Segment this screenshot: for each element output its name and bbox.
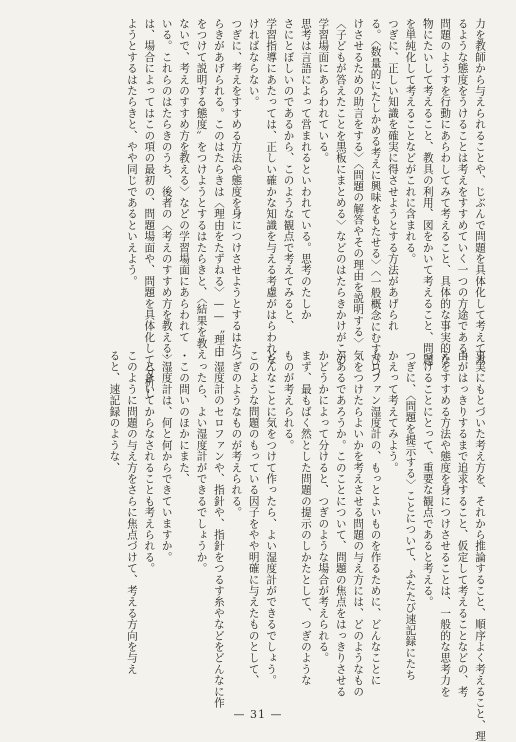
text-line: さにとぼしいのであるから、このような観点で考えてみると、 [282,18,295,332]
text-line: ・湿度計のセロファンや、指針や、指針をつるす糸やなどをどんなに作 [212,350,225,709]
text-line: えをすすめる方法や態度を身につけさせることは、一般的な思考力を [439,350,452,698]
text-line: ・湿度計は、何と何からできていますか。 [160,350,173,563]
text-line: を単純化して考えることなどがこれに含まれる。 [404,18,417,265]
text-line: 由がはっきりするまで追求すること、仮定して考えることなどの、考 [456,350,469,698]
text-line: ・この問いのほかにまた、 [178,350,191,485]
text-line: かどうかによって分けると、つぎのような場合が考えられる。 [317,350,330,664]
text-line: ようとするはたらきと、やや同じであるといえよう。 [125,18,138,287]
text-line: らきがあげられる。このはたらきは〈理由をたずねる〉——〝理由 [212,18,225,357]
text-line: は、場合によってはこの項の最初の、問題場面や、問題を具体化して分析し [143,18,156,399]
text-line: ときいてからなされることも考えられる。 [143,350,156,574]
text-line: ると、速記録のような、 [108,350,121,474]
text-line: 〈子どもが答えたことを黒板にまとめる〉などのはたらきかけがこの [334,18,347,366]
text-line: をつけて説明する態度〟をつけようとするはたらきと、〈結果を教え [195,18,208,360]
text-line: つぎのようなものが考えられる。 [230,350,243,518]
text-line: 問題のようすを行動にあらわしてみて考えること、具体的な事実的な [439,18,452,366]
text-line: つぎに、正しい知識を確実に得させようとする方法があげられ [386,18,399,332]
text-line: 学習場面にあらわれている。 [317,18,330,164]
text-line: る。〈数量的にたしかめる考えに興味をもたせる〉〈一般概念にむすびつ [369,18,382,377]
text-line: このような問題のもっている因子をやや明確に与えたものとして、 [247,350,260,686]
text-line: 力を教師から与えられることや、じぶんで問題を具体化して考えてみ [474,18,486,366]
text-line: つぎに、〈問題を提示する〉ことについて、ふたたび速記録にたち [404,350,417,681]
text-line: ければならない。 [247,18,260,108]
text-line: ないで、考えのすすめ方を教える〉などの学習場面にあらわれて [178,18,191,343]
text-line: まず、最もばく然とした問題の提示のしかたとして、つぎのような [299,350,312,686]
text-line: るような態度をうけることは考えをすすめていく一つの方途である。 [456,18,469,366]
text-line: どんなことに気をつけて作ったら、よい湿度計ができるでしょう。 [265,350,278,686]
text-line: 学習指導にあたっては、正しい確かな知識を与える考慮がはらわれな [265,18,278,366]
text-line: つぎに、考えをすすめる方法や態度を身につけさせようとするはた [230,18,243,354]
text-line: 事実にもとづいた考え方を、それから推論すること、順序よく考えること、理 [474,350,486,742]
text-line: 気をつけたらよいかを考えさせる問題の与え方には、どのようなもの [352,350,365,698]
text-line: ったら、よい湿度計ができるでしょうか。 [195,350,208,574]
text-line: けさせるための助言をする〉〈問題の解答やその理由を説明する〉 [352,18,365,349]
text-line: セロファン湿度計の、もっとよいものを作るために、どんなことに [369,350,382,686]
text-line: このように問題の与え方をさらに焦点づけて、考える方向を与え [125,350,138,675]
text-line: かえって考えてみよう。 [386,350,399,474]
text-line: 物にたいして考えること、教具の利用、図をかいて考えること、問題 [421,18,434,366]
top-text-section [122,18,488,399]
text-line: いる。これらのはたらきのうち、後者の〈考えのすすめ方を教える〉 [160,18,173,366]
text-line: があるであろうか。このことについて、問題の焦点をはっきりさせる [334,350,347,698]
text-line: 思考は言語によって営まれるといわれている。思考のたしか [299,18,312,321]
text-line: ものが考えられる。 [282,350,295,451]
text-line: つけることにとって、重要な観点であると考える。 [421,350,434,608]
page-number: — 31 — [233,708,283,721]
